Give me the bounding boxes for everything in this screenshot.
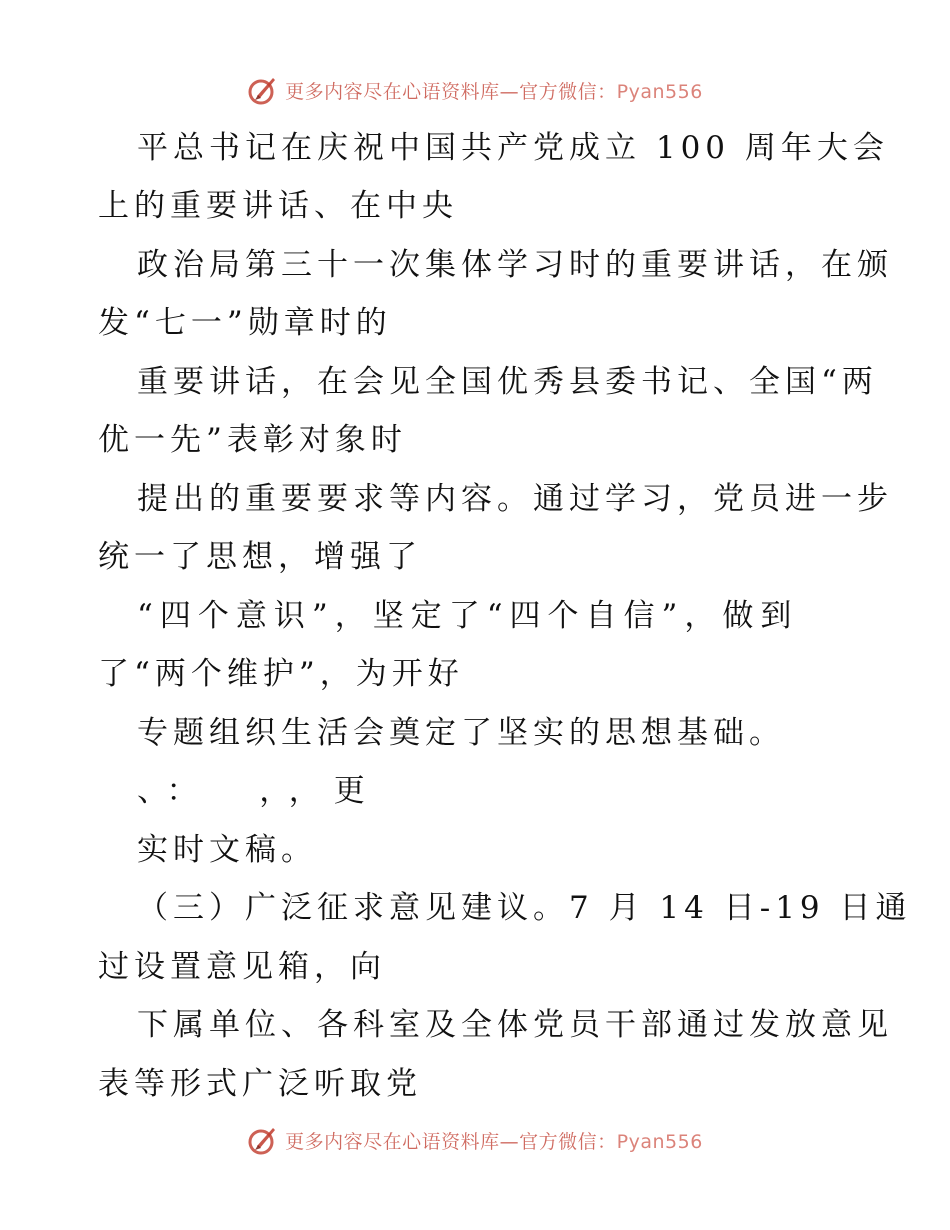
- text-line: 下属单位、各科室及全体党员干部通过发放意见: [137, 1007, 893, 1043]
- text-line: 提出的重要要求等内容。通过学习，党员进一步: [137, 481, 893, 517]
- quill-logo-icon: [247, 1124, 279, 1156]
- watermark-banner-bottom: [0, 1120, 950, 1160]
- text-line: 优一先”表彰对象时: [98, 422, 407, 458]
- watermark-text: 更多内容尽在心语资料库—官方微信：Pyan556: [285, 1130, 703, 1153]
- text-line: 统一了思想，增强了: [98, 539, 422, 575]
- text-line: 发“七一”勋章时的: [98, 305, 392, 341]
- text-line: 实时文稿。: [137, 832, 317, 868]
- text-line: 、： ，，更: [137, 773, 379, 809]
- text-line: 专题组织生活会奠定了坚实的思想基础。: [137, 715, 785, 751]
- text-line: 政治局第三十一次集体学习时的重要讲话，在颁: [137, 247, 893, 283]
- text-line: 上的重要讲话、在中央: [98, 188, 458, 224]
- text-line: “四个意识”，坚定了“四个自信”，做到: [137, 598, 799, 634]
- text-line: （三）广泛征求意见建议。7 月 14 日-19 日通: [137, 890, 912, 926]
- watermark-text: 更多内容尽在心语资料库—官方微信：Pyan556: [285, 80, 703, 103]
- text-line: 了“两个维护”，为开好: [98, 656, 464, 692]
- text-line: 表等形式广泛听取党: [98, 1066, 422, 1102]
- text-line: 过设置意见箱，向: [98, 949, 386, 985]
- text-line: 平总书记在庆祝中国共产党成立 100 周年大会: [137, 130, 889, 166]
- text-line: 重要讲话，在会见全国优秀县委书记、全国“两: [137, 364, 878, 400]
